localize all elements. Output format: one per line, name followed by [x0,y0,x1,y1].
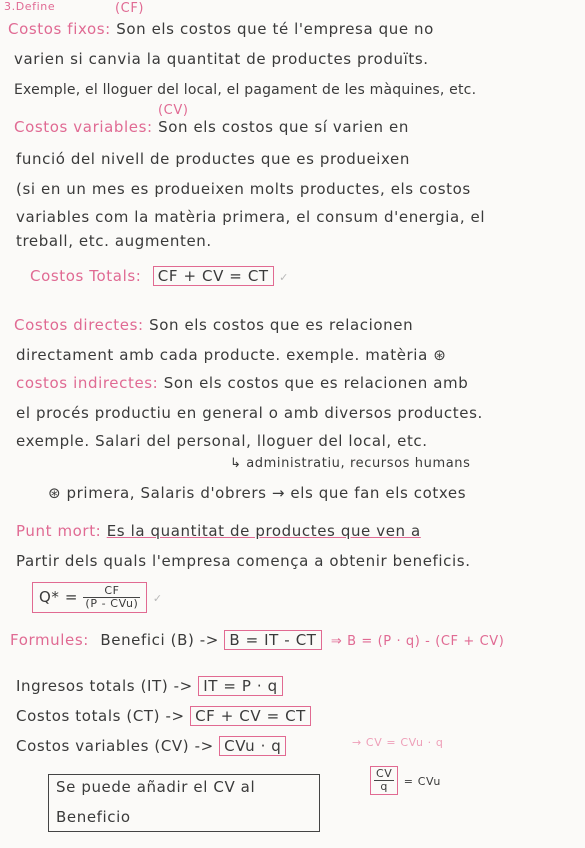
cvu-fraction-line [370,766,441,795]
ct-label: Costos totals (CT) -> [16,707,185,725]
variable-costs-title: Costos variables: [14,118,153,136]
breakeven-line1 [16,522,421,540]
note-line1: Se puede añadir el CV al [56,778,256,796]
direct-costs-line2 [16,346,446,364]
variable-costs-line3: (si en un mes es produeixen molts productes, els costos [16,180,471,198]
cv-line [16,736,286,756]
check-mark: ✓ [279,271,289,284]
breakeven-formula [32,582,163,613]
q-star-label: Q* = [39,588,79,606]
note-line2: Beneficio [56,808,131,826]
variable-costs-text1: Son els costos que sí varien en [158,118,409,136]
cvu-fraction [374,768,394,793]
cf-abbrev: (CF) [115,1,145,16]
asterisk-marker-icon: ⊛ [48,484,62,502]
indirect-costs-text1: Son els costos que es relacionen amb [163,374,469,392]
indirect-costs-line3: exemple. Salari del personal, lloguer del local, etc. [16,432,428,450]
q-star-denominator: (P - CVu) [85,597,139,610]
variable-costs-line5: treball, etc. augmenten. [16,232,212,250]
ct-line [16,706,311,726]
fixed-costs-line3: Exemple, el lloguer del local, el pagament de les màquines, etc. [14,82,477,98]
breakeven-formula-box [32,582,147,613]
q-star-fraction [83,585,140,610]
breakeven-text1: Es la quantitat de productes que ven a [106,522,421,540]
total-costs-title: Costos Totals: [30,267,142,285]
total-costs-formula: CF + CV = CT [153,266,274,286]
variable-costs-line1 [14,118,409,136]
benefit-line [10,630,504,650]
check-mark: ✓ [152,592,163,605]
benefit-label: Benefici (B) -> [100,631,219,649]
breakeven-line2: Partir dels quals l'empresa comença a obtenir beneficis. [16,552,471,570]
it-line [16,676,283,696]
direct-costs-text2: directament amb cada producte. exemple. matèria [16,346,428,364]
indirect-costs-line1 [16,374,468,392]
direct-costs-title: Costos directes: [14,316,144,334]
it-formula: IT = P · q [198,676,283,696]
direct-costs-text1: Son els costos que es relacionen [149,316,414,334]
cv-formula: CVu · q [219,736,286,756]
cvu-fraction-box [370,766,398,795]
fixed-costs-text1: Son els costos que té l'empresa que no [116,20,434,38]
cv-abbrev: (CV) [158,103,189,118]
indirect-costs-title: costos indirectes: [16,374,159,392]
fixed-costs-line1 [8,20,434,38]
total-costs-line [30,266,289,286]
indirect-costs-line4: ↳ administratiu, recursos humans [230,456,471,471]
footnote-text: primera, Salaris d'obrers → els que fan els cotxes [66,484,467,502]
variable-costs-line2: funció del nivell de productes que es produeixen [16,150,410,168]
section-number: 3.Define [4,0,56,13]
cv-side-note: → CV = CVu · q [352,736,444,749]
asterisk-marker-icon: ⊛ [433,346,447,364]
footnote-line [48,484,466,502]
variable-costs-line4: variables com la matèria primera, el consum d'energia, el [16,208,486,226]
it-label: Ingresos totals (IT) -> [16,677,193,695]
breakeven-title: Punt mort: [16,522,102,540]
direct-costs-line1 [14,316,413,334]
formulas-title: Formules: [10,631,89,649]
ct-formula: CF + CV = CT [190,706,311,726]
cvu-fraction-denominator: q [380,780,388,793]
cv-label: Costos variables (CV) -> [16,737,214,755]
benefit-expanded: ⇒ B = (P · q) - (CF + CV) [330,634,505,649]
cvu-fraction-numerator: CV [376,767,393,780]
indirect-costs-line2: el procés productiu en general o amb diversos productes. [16,404,483,422]
fixed-costs-line2: varien si canvia la quantitat de productes produïts. [14,50,429,68]
cvu-fraction-result: = CVu [403,775,441,788]
q-star-numerator: CF [83,585,140,598]
fixed-costs-title: Costos fixos: [8,20,111,38]
benefit-formula: B = IT - CT [224,630,321,650]
